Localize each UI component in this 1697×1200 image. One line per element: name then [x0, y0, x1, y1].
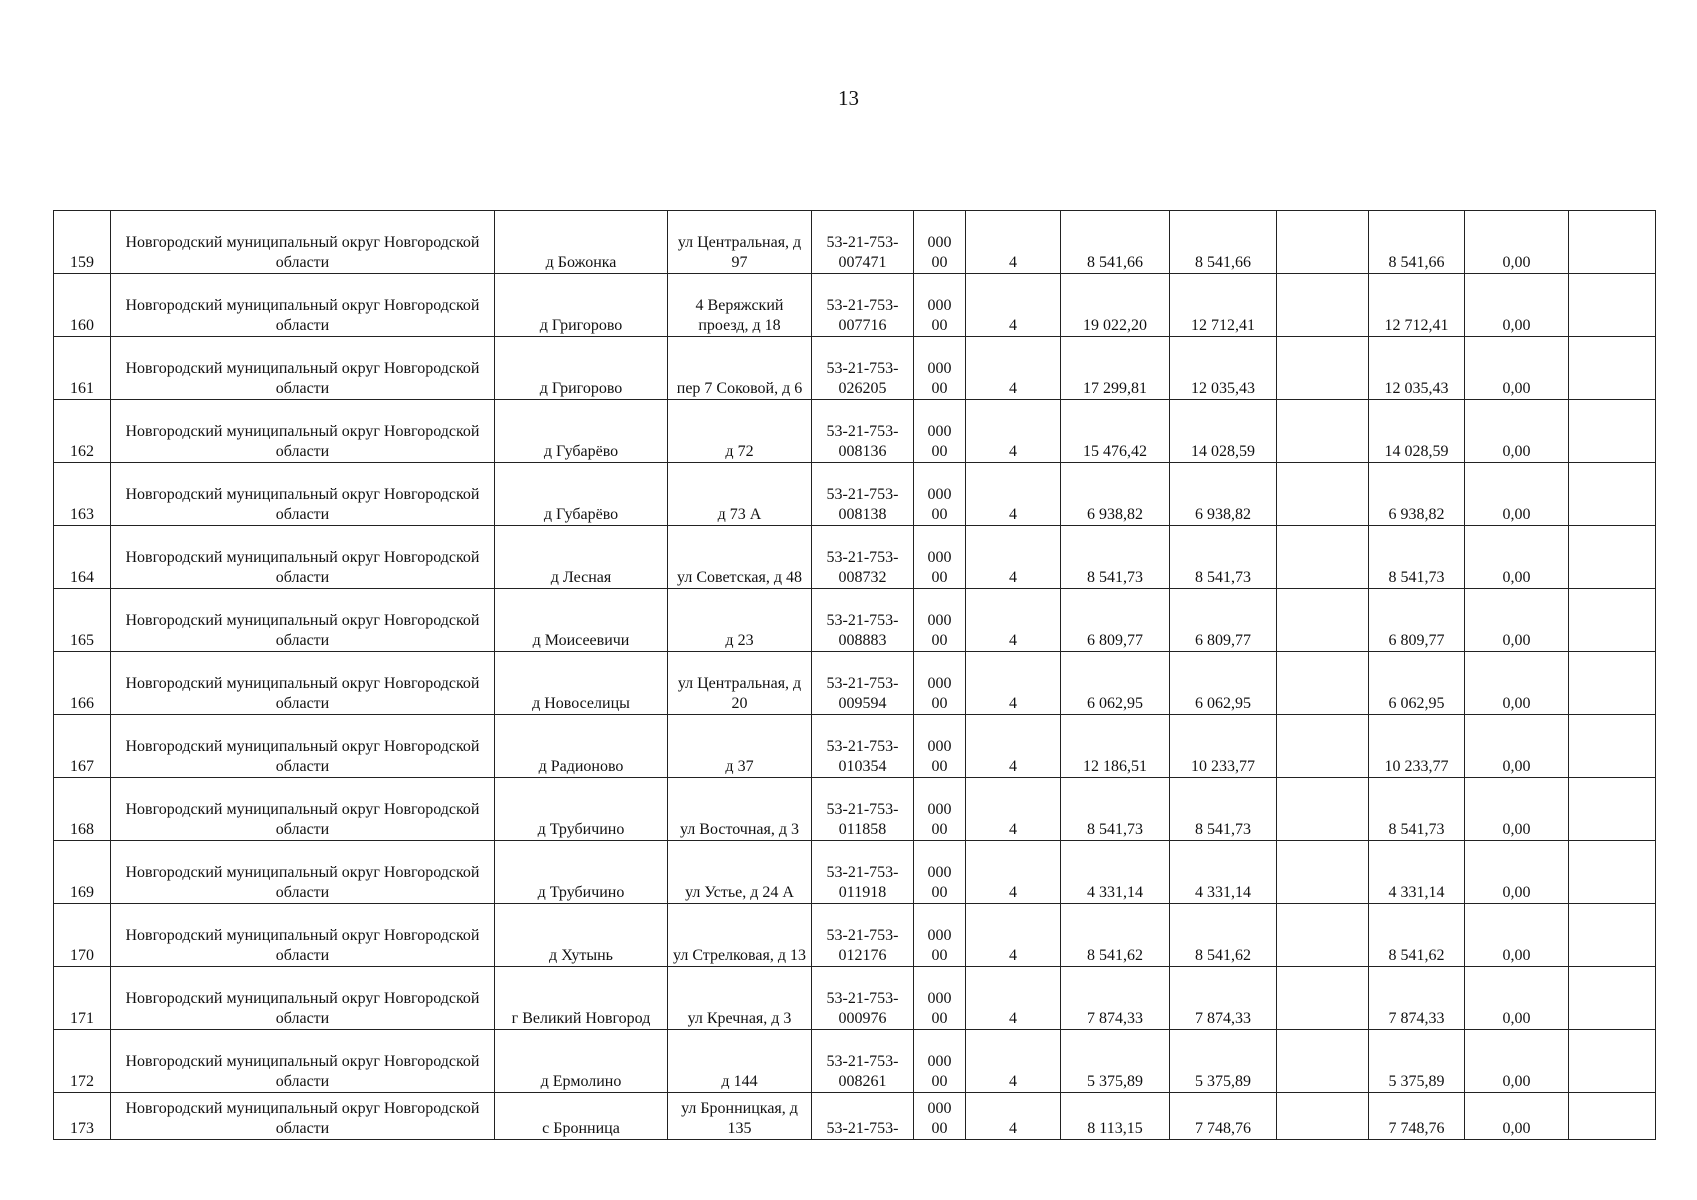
cadastre-number-cell: 53-21-753-026205: [812, 337, 914, 400]
amount-2-cell: 12 712,41: [1170, 274, 1277, 337]
amount-4-cell: 6 809,77: [1369, 589, 1465, 652]
amount-4-cell: 8 541,62: [1369, 904, 1465, 967]
amount-2-cell: 6 938,82: [1170, 463, 1277, 526]
settlement-cell: г Великий Новгород: [495, 967, 668, 1030]
row-number: 171: [54, 967, 111, 1030]
municipality-cell: Новгородский муниципальный округ Новгородской области: [111, 274, 495, 337]
code-cell: 000 00: [914, 274, 966, 337]
amount-5-cell: 0,00: [1465, 841, 1569, 904]
amount-5-cell: 0,00: [1465, 904, 1569, 967]
table-row: [54, 400, 1656, 463]
amount-4-cell: 8 541,73: [1369, 526, 1465, 589]
category-cell: 4: [966, 1030, 1061, 1093]
extra-cell: [1569, 589, 1656, 652]
cadastre-number-cell: 53-21-753-007471: [812, 211, 914, 274]
address-cell: ул Центральная, д 20: [668, 652, 812, 715]
address-cell: д 144: [668, 1030, 812, 1093]
amount-2-cell: 5 375,89: [1170, 1030, 1277, 1093]
table-row: [54, 1030, 1656, 1093]
address-cell: ул Восточная, д 3: [668, 778, 812, 841]
table-row: [54, 715, 1656, 778]
code-cell: 000 00: [914, 400, 966, 463]
cadastre-number-cell: 53-21-753-007716: [812, 274, 914, 337]
amount-5-cell: 0,00: [1465, 337, 1569, 400]
address-cell: ул Советская, д 48: [668, 526, 812, 589]
code-cell: 000 00: [914, 715, 966, 778]
category-cell: 4: [966, 841, 1061, 904]
code-cell: 000 00: [914, 652, 966, 715]
extra-cell: [1569, 652, 1656, 715]
table-row: [54, 589, 1656, 652]
row-number: 159: [54, 211, 111, 274]
amount-2-cell: 6 062,95: [1170, 652, 1277, 715]
amount-3-cell: [1277, 1030, 1369, 1093]
amount-5-cell: 0,00: [1465, 715, 1569, 778]
settlement-cell: д Григорово: [495, 337, 668, 400]
table-row: [54, 841, 1656, 904]
amount-2-cell: 8 541,73: [1170, 778, 1277, 841]
municipality-cell: Новгородский муниципальный округ Новгородской области: [111, 652, 495, 715]
amount-3-cell: [1277, 400, 1369, 463]
code-cell: 000 00: [914, 778, 966, 841]
amount-4-cell: 6 062,95: [1369, 652, 1465, 715]
amount-4-cell: 4 331,14: [1369, 841, 1465, 904]
amount-1-cell: 8 541,66: [1061, 211, 1170, 274]
category-cell: 4: [966, 904, 1061, 967]
extra-cell: [1569, 904, 1656, 967]
settlement-cell: д Трубичино: [495, 841, 668, 904]
row-number: 161: [54, 337, 111, 400]
row-number: 164: [54, 526, 111, 589]
row-number: 167: [54, 715, 111, 778]
amount-4-cell: 8 541,66: [1369, 211, 1465, 274]
settlement-cell: д Новоселицы: [495, 652, 668, 715]
settlement-cell: д Хутынь: [495, 904, 668, 967]
amount-3-cell: [1277, 211, 1369, 274]
table-row: [54, 211, 1656, 274]
table-row: [54, 526, 1656, 589]
amount-1-cell: 8 541,62: [1061, 904, 1170, 967]
row-number: 160: [54, 274, 111, 337]
amount-4-cell: 14 028,59: [1369, 400, 1465, 463]
amount-5-cell: 0,00: [1465, 274, 1569, 337]
code-cell: 000 00: [914, 1030, 966, 1093]
address-cell: ул Кречная, д 3: [668, 967, 812, 1030]
amount-1-cell: 6 062,95: [1061, 652, 1170, 715]
settlement-cell: д Божонка: [495, 211, 668, 274]
amount-5-cell: 0,00: [1465, 1093, 1569, 1140]
amount-5-cell: 0,00: [1465, 967, 1569, 1030]
extra-cell: [1569, 967, 1656, 1030]
amount-3-cell: [1277, 337, 1369, 400]
address-cell: д 73 А: [668, 463, 812, 526]
cadastre-number-cell: 53-21-753-012176: [812, 904, 914, 967]
address-cell: ул Бронницкая, д 135: [668, 1093, 812, 1140]
table-body: [54, 211, 1656, 1140]
category-cell: 4: [966, 400, 1061, 463]
cadastre-number-cell: 53-21-753-011918: [812, 841, 914, 904]
category-cell: 4: [966, 652, 1061, 715]
table-row: [54, 337, 1656, 400]
row-number: 170: [54, 904, 111, 967]
category-cell: 4: [966, 967, 1061, 1030]
category-cell: 4: [966, 526, 1061, 589]
amount-2-cell: 8 541,73: [1170, 526, 1277, 589]
municipality-cell: Новгородский муниципальный округ Новгородской области: [111, 1093, 495, 1140]
amount-5-cell: 0,00: [1465, 463, 1569, 526]
cadastre-number-cell: 53-21-753-008883: [812, 589, 914, 652]
amount-1-cell: 12 186,51: [1061, 715, 1170, 778]
address-cell: ул Устье, д 24 А: [668, 841, 812, 904]
amount-1-cell: 8 541,73: [1061, 778, 1170, 841]
municipality-cell: Новгородский муниципальный округ Новгородской области: [111, 463, 495, 526]
settlement-cell: с Бронница: [495, 1093, 668, 1140]
table-row: [54, 652, 1656, 715]
settlement-cell: д Григорово: [495, 274, 668, 337]
settlement-cell: д Ермолино: [495, 1030, 668, 1093]
amount-1-cell: 8 113,15: [1061, 1093, 1170, 1140]
amount-2-cell: 8 541,62: [1170, 904, 1277, 967]
cadastre-number-cell: 53-21-753-008138: [812, 463, 914, 526]
amount-1-cell: 7 874,33: [1061, 967, 1170, 1030]
amount-1-cell: 4 331,14: [1061, 841, 1170, 904]
extra-cell: [1569, 463, 1656, 526]
amount-4-cell: 8 541,73: [1369, 778, 1465, 841]
amount-5-cell: 0,00: [1465, 652, 1569, 715]
extra-cell: [1569, 400, 1656, 463]
municipality-cell: Новгородский муниципальный округ Новгородской области: [111, 778, 495, 841]
amount-1-cell: 5 375,89: [1061, 1030, 1170, 1093]
page-number: 13: [838, 86, 859, 110]
address-cell: д 23: [668, 589, 812, 652]
address-cell: д 37: [668, 715, 812, 778]
category-cell: 4: [966, 337, 1061, 400]
table-row: [54, 967, 1656, 1030]
code-cell: 000 00: [914, 1093, 966, 1140]
category-cell: 4: [966, 589, 1061, 652]
table-row: [54, 1093, 1656, 1140]
extra-cell: [1569, 841, 1656, 904]
extra-cell: [1569, 526, 1656, 589]
cadastre-number-cell: 53-21-753-: [812, 1093, 914, 1140]
cadastre-number-cell: 53-21-753-000976: [812, 967, 914, 1030]
amount-2-cell: 8 541,66: [1170, 211, 1277, 274]
amount-3-cell: [1277, 1093, 1369, 1140]
cadastre-number-cell: 53-21-753-009594: [812, 652, 914, 715]
code-cell: 000 00: [914, 841, 966, 904]
amount-3-cell: [1277, 274, 1369, 337]
category-cell: 4: [966, 715, 1061, 778]
registry-table: [53, 210, 1656, 1140]
settlement-cell: д Губарёво: [495, 463, 668, 526]
amount-1-cell: 6 809,77: [1061, 589, 1170, 652]
cadastre-number-cell: 53-21-753-011858: [812, 778, 914, 841]
row-number: 173: [54, 1093, 111, 1140]
address-cell: ул Стрелковая, д 13: [668, 904, 812, 967]
row-number: 168: [54, 778, 111, 841]
amount-4-cell: 12 035,43: [1369, 337, 1465, 400]
cadastre-number-cell: 53-21-753-010354: [812, 715, 914, 778]
code-cell: 000 00: [914, 526, 966, 589]
settlement-cell: д Радионово: [495, 715, 668, 778]
amount-3-cell: [1277, 526, 1369, 589]
code-cell: 000 00: [914, 589, 966, 652]
table-row: [54, 778, 1656, 841]
code-cell: 000 00: [914, 904, 966, 967]
municipality-cell: Новгородский муниципальный округ Новгородской области: [111, 211, 495, 274]
code-cell: 000 00: [914, 337, 966, 400]
settlement-cell: д Моисеевичи: [495, 589, 668, 652]
amount-2-cell: 12 035,43: [1170, 337, 1277, 400]
cadastre-number-cell: 53-21-753-008732: [812, 526, 914, 589]
amount-4-cell: 6 938,82: [1369, 463, 1465, 526]
amount-5-cell: 0,00: [1465, 211, 1569, 274]
category-cell: 4: [966, 274, 1061, 337]
municipality-cell: Новгородский муниципальный округ Новгородской области: [111, 841, 495, 904]
settlement-cell: д Трубичино: [495, 778, 668, 841]
code-cell: 000 00: [914, 463, 966, 526]
amount-3-cell: [1277, 589, 1369, 652]
row-number: 169: [54, 841, 111, 904]
municipality-cell: Новгородский муниципальный округ Новгородской области: [111, 526, 495, 589]
amount-4-cell: 5 375,89: [1369, 1030, 1465, 1093]
municipality-cell: Новгородский муниципальный округ Новгородской области: [111, 715, 495, 778]
municipality-cell: Новгородский муниципальный округ Новгородской области: [111, 904, 495, 967]
municipality-cell: Новгородский муниципальный округ Новгородской области: [111, 400, 495, 463]
category-cell: 4: [966, 463, 1061, 526]
code-cell: 000 00: [914, 211, 966, 274]
address-cell: 4 Веряжский проезд, д 18: [668, 274, 812, 337]
table-row: [54, 904, 1656, 967]
municipality-cell: Новгородский муниципальный округ Новгородской области: [111, 589, 495, 652]
amount-5-cell: 0,00: [1465, 778, 1569, 841]
amount-3-cell: [1277, 715, 1369, 778]
category-cell: 4: [966, 211, 1061, 274]
category-cell: 4: [966, 778, 1061, 841]
row-number: 166: [54, 652, 111, 715]
amount-3-cell: [1277, 463, 1369, 526]
amount-4-cell: 12 712,41: [1369, 274, 1465, 337]
code-cell: 000 00: [914, 967, 966, 1030]
amount-5-cell: 0,00: [1465, 589, 1569, 652]
amount-1-cell: 19 022,20: [1061, 274, 1170, 337]
amount-2-cell: 7 748,76: [1170, 1093, 1277, 1140]
address-cell: д 72: [668, 400, 812, 463]
extra-cell: [1569, 715, 1656, 778]
settlement-cell: д Лесная: [495, 526, 668, 589]
amount-3-cell: [1277, 652, 1369, 715]
amount-2-cell: 14 028,59: [1170, 400, 1277, 463]
amount-2-cell: 6 809,77: [1170, 589, 1277, 652]
table-row: [54, 463, 1656, 526]
address-cell: пер 7 Соковой, д 6: [668, 337, 812, 400]
amount-3-cell: [1277, 904, 1369, 967]
settlement-cell: д Губарёво: [495, 400, 668, 463]
extra-cell: [1569, 274, 1656, 337]
amount-1-cell: 6 938,82: [1061, 463, 1170, 526]
extra-cell: [1569, 337, 1656, 400]
amount-3-cell: [1277, 778, 1369, 841]
amount-5-cell: 0,00: [1465, 526, 1569, 589]
amount-2-cell: 7 874,33: [1170, 967, 1277, 1030]
amount-2-cell: 4 331,14: [1170, 841, 1277, 904]
amount-3-cell: [1277, 841, 1369, 904]
amount-1-cell: 17 299,81: [1061, 337, 1170, 400]
amount-4-cell: 7 748,76: [1369, 1093, 1465, 1140]
extra-cell: [1569, 1030, 1656, 1093]
row-number: 165: [54, 589, 111, 652]
extra-cell: [1569, 1093, 1656, 1140]
row-number: 162: [54, 400, 111, 463]
amount-1-cell: 15 476,42: [1061, 400, 1170, 463]
municipality-cell: Новгородский муниципальный округ Новгородской области: [111, 967, 495, 1030]
amount-5-cell: 0,00: [1465, 1030, 1569, 1093]
extra-cell: [1569, 778, 1656, 841]
amount-2-cell: 10 233,77: [1170, 715, 1277, 778]
row-number: 163: [54, 463, 111, 526]
amount-4-cell: 7 874,33: [1369, 967, 1465, 1030]
table-row: [54, 274, 1656, 337]
municipality-cell: Новгородский муниципальный округ Новгородской области: [111, 337, 495, 400]
amount-1-cell: 8 541,73: [1061, 526, 1170, 589]
cadastre-number-cell: 53-21-753-008136: [812, 400, 914, 463]
amount-5-cell: 0,00: [1465, 400, 1569, 463]
extra-cell: [1569, 211, 1656, 274]
amount-4-cell: 10 233,77: [1369, 715, 1465, 778]
amount-3-cell: [1277, 967, 1369, 1030]
municipality-cell: Новгородский муниципальный округ Новгородской области: [111, 1030, 495, 1093]
cadastre-number-cell: 53-21-753-008261: [812, 1030, 914, 1093]
row-number: 172: [54, 1030, 111, 1093]
address-cell: ул Центральная, д 97: [668, 211, 812, 274]
category-cell: 4: [966, 1093, 1061, 1140]
